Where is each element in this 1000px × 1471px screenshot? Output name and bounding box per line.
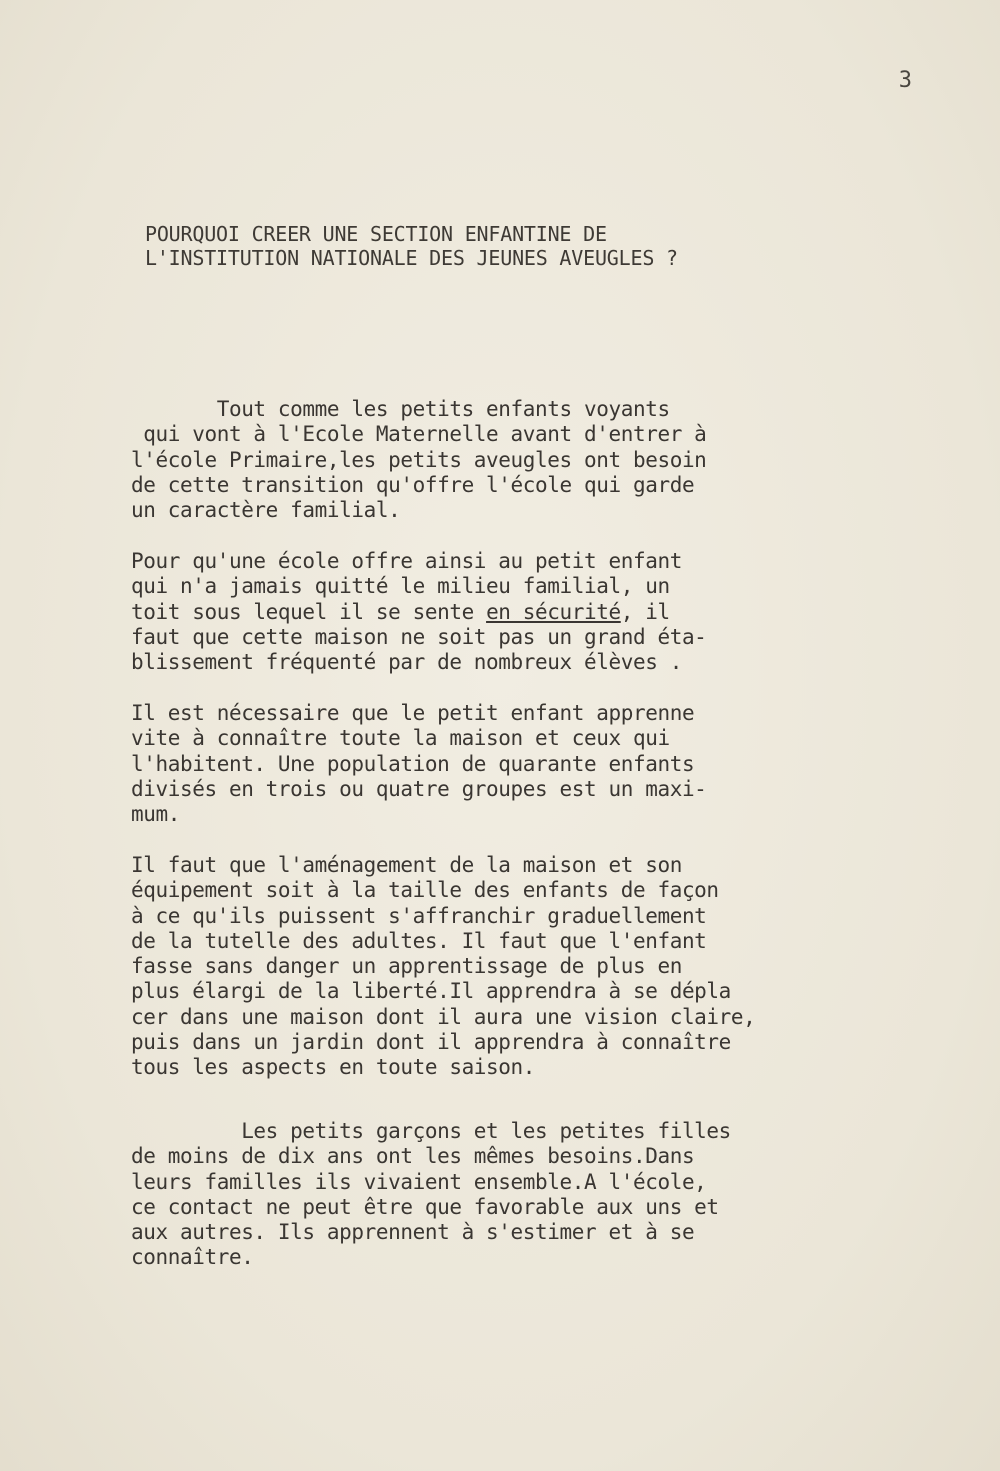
paragraph-5-line: de moins de dix ans ont les mêmes besoins.Dans xyxy=(131,1144,695,1169)
title-line-2: L'INSTITUTION NATIONALE DES JEUNES AVEUGLES ? xyxy=(145,246,678,270)
paragraph-1 xyxy=(131,397,706,523)
paragraph-5-line: Les petits garçons et les petites filles xyxy=(131,1119,731,1143)
paragraph-4-line: de la tutelle des adultes. Il faut que l'enfant xyxy=(131,928,707,953)
paragraph-5-line: ce contact ne peut être que favorable aux uns et xyxy=(131,1194,719,1219)
paragraph-2-line-suffix: , il xyxy=(620,599,670,624)
paragraph-2-line: Pour qu'une école offre ainsi au petit enfant xyxy=(131,549,682,573)
paragraph-2-line: faut que cette maison ne soit pas un grand éta- xyxy=(131,624,707,649)
paragraph-5-line: leurs familles ils vivaient ensemble.A l'école, xyxy=(131,1169,707,1194)
paragraph-3-line: Il est nécessaire que le petit enfant apprenne xyxy=(131,701,695,725)
paragraph-3-line: vite à connaître toute la maison et ceux qui xyxy=(131,726,670,751)
paragraph-4-line: plus élargi de la liberté.Il apprendra à se dépla xyxy=(131,979,731,1004)
paragraph-4-line: équipement soit à la taille des enfants de façon xyxy=(131,878,719,903)
paragraph-1-line: un caractère familial. xyxy=(131,498,401,523)
paragraph-1-line: qui vont à l'Ecole Maternelle avant d'entrer à xyxy=(131,422,707,447)
paragraph-1-line: de cette transition qu'offre l'école qui garde xyxy=(131,472,695,497)
paragraph-4-line: cer dans une maison dont il aura une vision claire, xyxy=(131,1004,756,1029)
paragraph-4-line: puis dans un jardin dont il apprendra à connaître xyxy=(131,1030,731,1055)
paragraph-2-line: blissement fréquenté par de nombreux élèves . xyxy=(131,650,682,675)
paragraph-5 xyxy=(131,1119,731,1271)
paragraph-4-line: tous les aspects en toute saison. xyxy=(131,1055,536,1080)
page-title xyxy=(145,222,678,270)
paragraph-1-line: l'école Primaire,les petits aveugles ont besoin xyxy=(131,447,707,472)
paragraph-3-line: mum. xyxy=(131,802,180,827)
paragraph-4-line: à ce qu'ils puissent s'affranchir graduellement xyxy=(131,903,707,928)
paragraph-3-line: l'habitent. Une population de quarante enfants xyxy=(131,751,695,776)
title-line-1: POURQUOI CREER UNE SECTION ENFANTINE DE xyxy=(145,222,607,246)
paragraph-2-line-prefix: toit sous lequel il se sente xyxy=(131,599,487,624)
paragraph-4 xyxy=(131,853,755,1081)
paragraph-2 xyxy=(131,549,706,675)
page-number: 3 xyxy=(898,68,912,93)
paragraph-1-line: Tout comme les petits enfants voyants xyxy=(131,397,670,421)
paragraph-5-line: connaître. xyxy=(131,1245,254,1270)
paragraph-4-line: fasse sans danger un apprentissage de plus en xyxy=(131,954,682,979)
paragraph-3 xyxy=(131,701,706,827)
paragraph-4-line: Il faut que l'aménagement de la maison et son xyxy=(131,853,682,877)
paragraph-2-line: qui n'a jamais quitté le milieu familial, un xyxy=(131,574,670,599)
underlined-phrase: en sécurité xyxy=(486,599,621,624)
paragraph-3-line: divisés en trois ou quatre groupes est un maxi- xyxy=(131,776,707,801)
paragraph-5-line: aux autres. Ils apprennent à s'estimer et à se xyxy=(131,1220,695,1245)
